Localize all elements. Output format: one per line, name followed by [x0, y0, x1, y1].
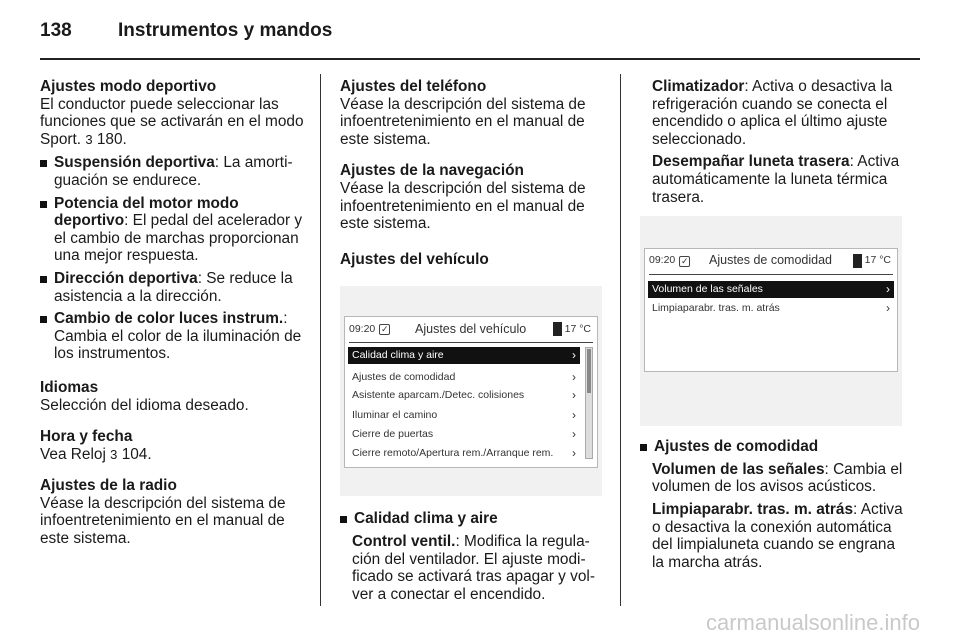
bullet-icon [40, 154, 54, 189]
menu-item[interactable]: Limpiaparabr. tras. m. atrás › [648, 299, 894, 319]
section-text: Vea Reloj 3 104. [40, 445, 152, 463]
display-screen [644, 248, 898, 372]
clock: 09:20 [649, 254, 676, 267]
screen-title: Ajustes de comodidad [709, 253, 832, 268]
bullet-icon [40, 310, 54, 363]
column-2 [340, 78, 608, 608]
list-item: Suspensión deportiva: La amortiguación se endurece. [40, 154, 310, 189]
section-text: Selección del idioma deseado. [40, 396, 249, 414]
temperature: 17 °C [553, 321, 591, 339]
item-description: Desempañar luneta trasera: Activa automáticamente la luneta térmica trasera. [652, 153, 900, 206]
thermometer-icon [853, 254, 862, 268]
page-number: 138 [40, 20, 72, 41]
chevron-right-icon: › [886, 301, 890, 316]
section-text: Véase la descripción del sistema de infoentretenimiento en el manual de este sistema. [340, 179, 586, 233]
scrollbar[interactable] [585, 347, 593, 459]
status-bar [645, 249, 897, 273]
comfort-settings-screenshot [640, 216, 902, 426]
menu-item[interactable]: Volumen de las señales › [648, 281, 894, 298]
vehicle-settings-screenshot [340, 286, 602, 496]
section-heading: Ajustes de la navegación [340, 162, 524, 180]
clock: 09:20 [349, 322, 376, 335]
check-icon: ✓ [681, 255, 689, 266]
list-item: Calidad clima y aire [340, 510, 608, 528]
reference-arrow-icon: 3 [110, 446, 118, 462]
check-icon: ✓ [381, 323, 389, 334]
chevron-right-icon: › [572, 348, 576, 363]
column-divider [620, 74, 621, 606]
menu-item[interactable]: Calidad clima y aire › [348, 347, 580, 364]
chevron-right-icon: › [572, 407, 576, 422]
scrollbar-thumb[interactable] [587, 349, 591, 393]
section-heading: Hora y fecha [40, 428, 133, 446]
column-1 [40, 78, 310, 562]
column-3 [640, 78, 905, 576]
chevron-right-icon: › [572, 387, 576, 402]
list-item: Dirección deportiva: Se reduce la asistencia a la dirección. [40, 270, 310, 305]
reference-arrow-icon: 3 [85, 131, 93, 147]
menu-item[interactable]: Cierre de puertas › [348, 424, 580, 444]
page-title: Instrumentos y mandos [118, 20, 333, 41]
section-heading: Ajustes del teléfono [340, 78, 487, 95]
chevron-right-icon: › [572, 426, 576, 441]
item-description: Limpiaparabr. tras. m. atrás: Activa o desactiva la conexión automática del limpialuneta cuando se engrana la marcha atrás. [652, 500, 903, 571]
column-divider [320, 74, 321, 606]
separator [649, 274, 893, 275]
item-description: Control ventil.: Modifica la regulación del ventilador. El ajuste modificado se activará tras apagar y volver a conectar el encendido. [352, 532, 595, 603]
menu-item[interactable]: Cierre remoto/Apertura rem./Arranque rem. › [348, 443, 580, 463]
menu-item[interactable]: Iluminar el camino › [348, 405, 580, 425]
chevron-right-icon: › [572, 445, 576, 460]
temperature: 17 °C [853, 252, 891, 270]
screen-title: Ajustes del vehículo [415, 321, 527, 336]
section-text: El conductor puede seleccionar las funciones que se activarán en el modo Sport. 3 180. [40, 95, 304, 148]
item-description: Climatizador: Activa o desactiva la refrigeración cuando se conecta el encendido o aplica el último ajuste seleccionado. [652, 78, 893, 148]
chevron-right-icon: › [572, 369, 576, 384]
section-heading: Ajustes de la radio [40, 477, 177, 495]
chevron-right-icon: › [886, 281, 890, 296]
section-heading: Idiomas [40, 378, 99, 396]
page-header [40, 20, 332, 46]
header-rule [40, 58, 920, 60]
watermark: carmanualsonline.info [705, 610, 920, 635]
list-item: Ajustes de comodidad [640, 438, 905, 456]
section-heading: Ajustes modo deportivo [40, 78, 217, 95]
section-text: Véase la descripción del sistema de infoentretenimiento en el manual de este sistema. [40, 494, 286, 548]
bullet-icon [640, 438, 654, 456]
menu-item[interactable]: Ajustes de comodidad › [348, 367, 580, 387]
separator [349, 342, 593, 343]
list-item: Potencia del motor modo deportivo: El pedal del acelerador y el cambio de marchas proporcionan una mejor respuesta. [40, 195, 310, 265]
item-description: Volumen de las señales: Cambia el volumen de los avisos acústicos. [652, 460, 903, 496]
bullet-icon [40, 195, 54, 265]
list-item: Cambio de color luces instrum.: Cambia el color de la iluminación de los instrumentos. [40, 310, 310, 363]
display-screen [344, 316, 598, 468]
menu-item[interactable]: Asistente aparcam./Detec. colisiones › [348, 385, 580, 405]
section-text: Véase la descripción del sistema de infoentretenimiento en el manual de este sistema. [340, 95, 586, 148]
status-bar [345, 317, 597, 341]
bullet-icon [340, 510, 354, 528]
bullet-icon [40, 270, 54, 305]
thermometer-icon [553, 322, 562, 336]
section-heading: Ajustes del vehículo [340, 250, 489, 268]
